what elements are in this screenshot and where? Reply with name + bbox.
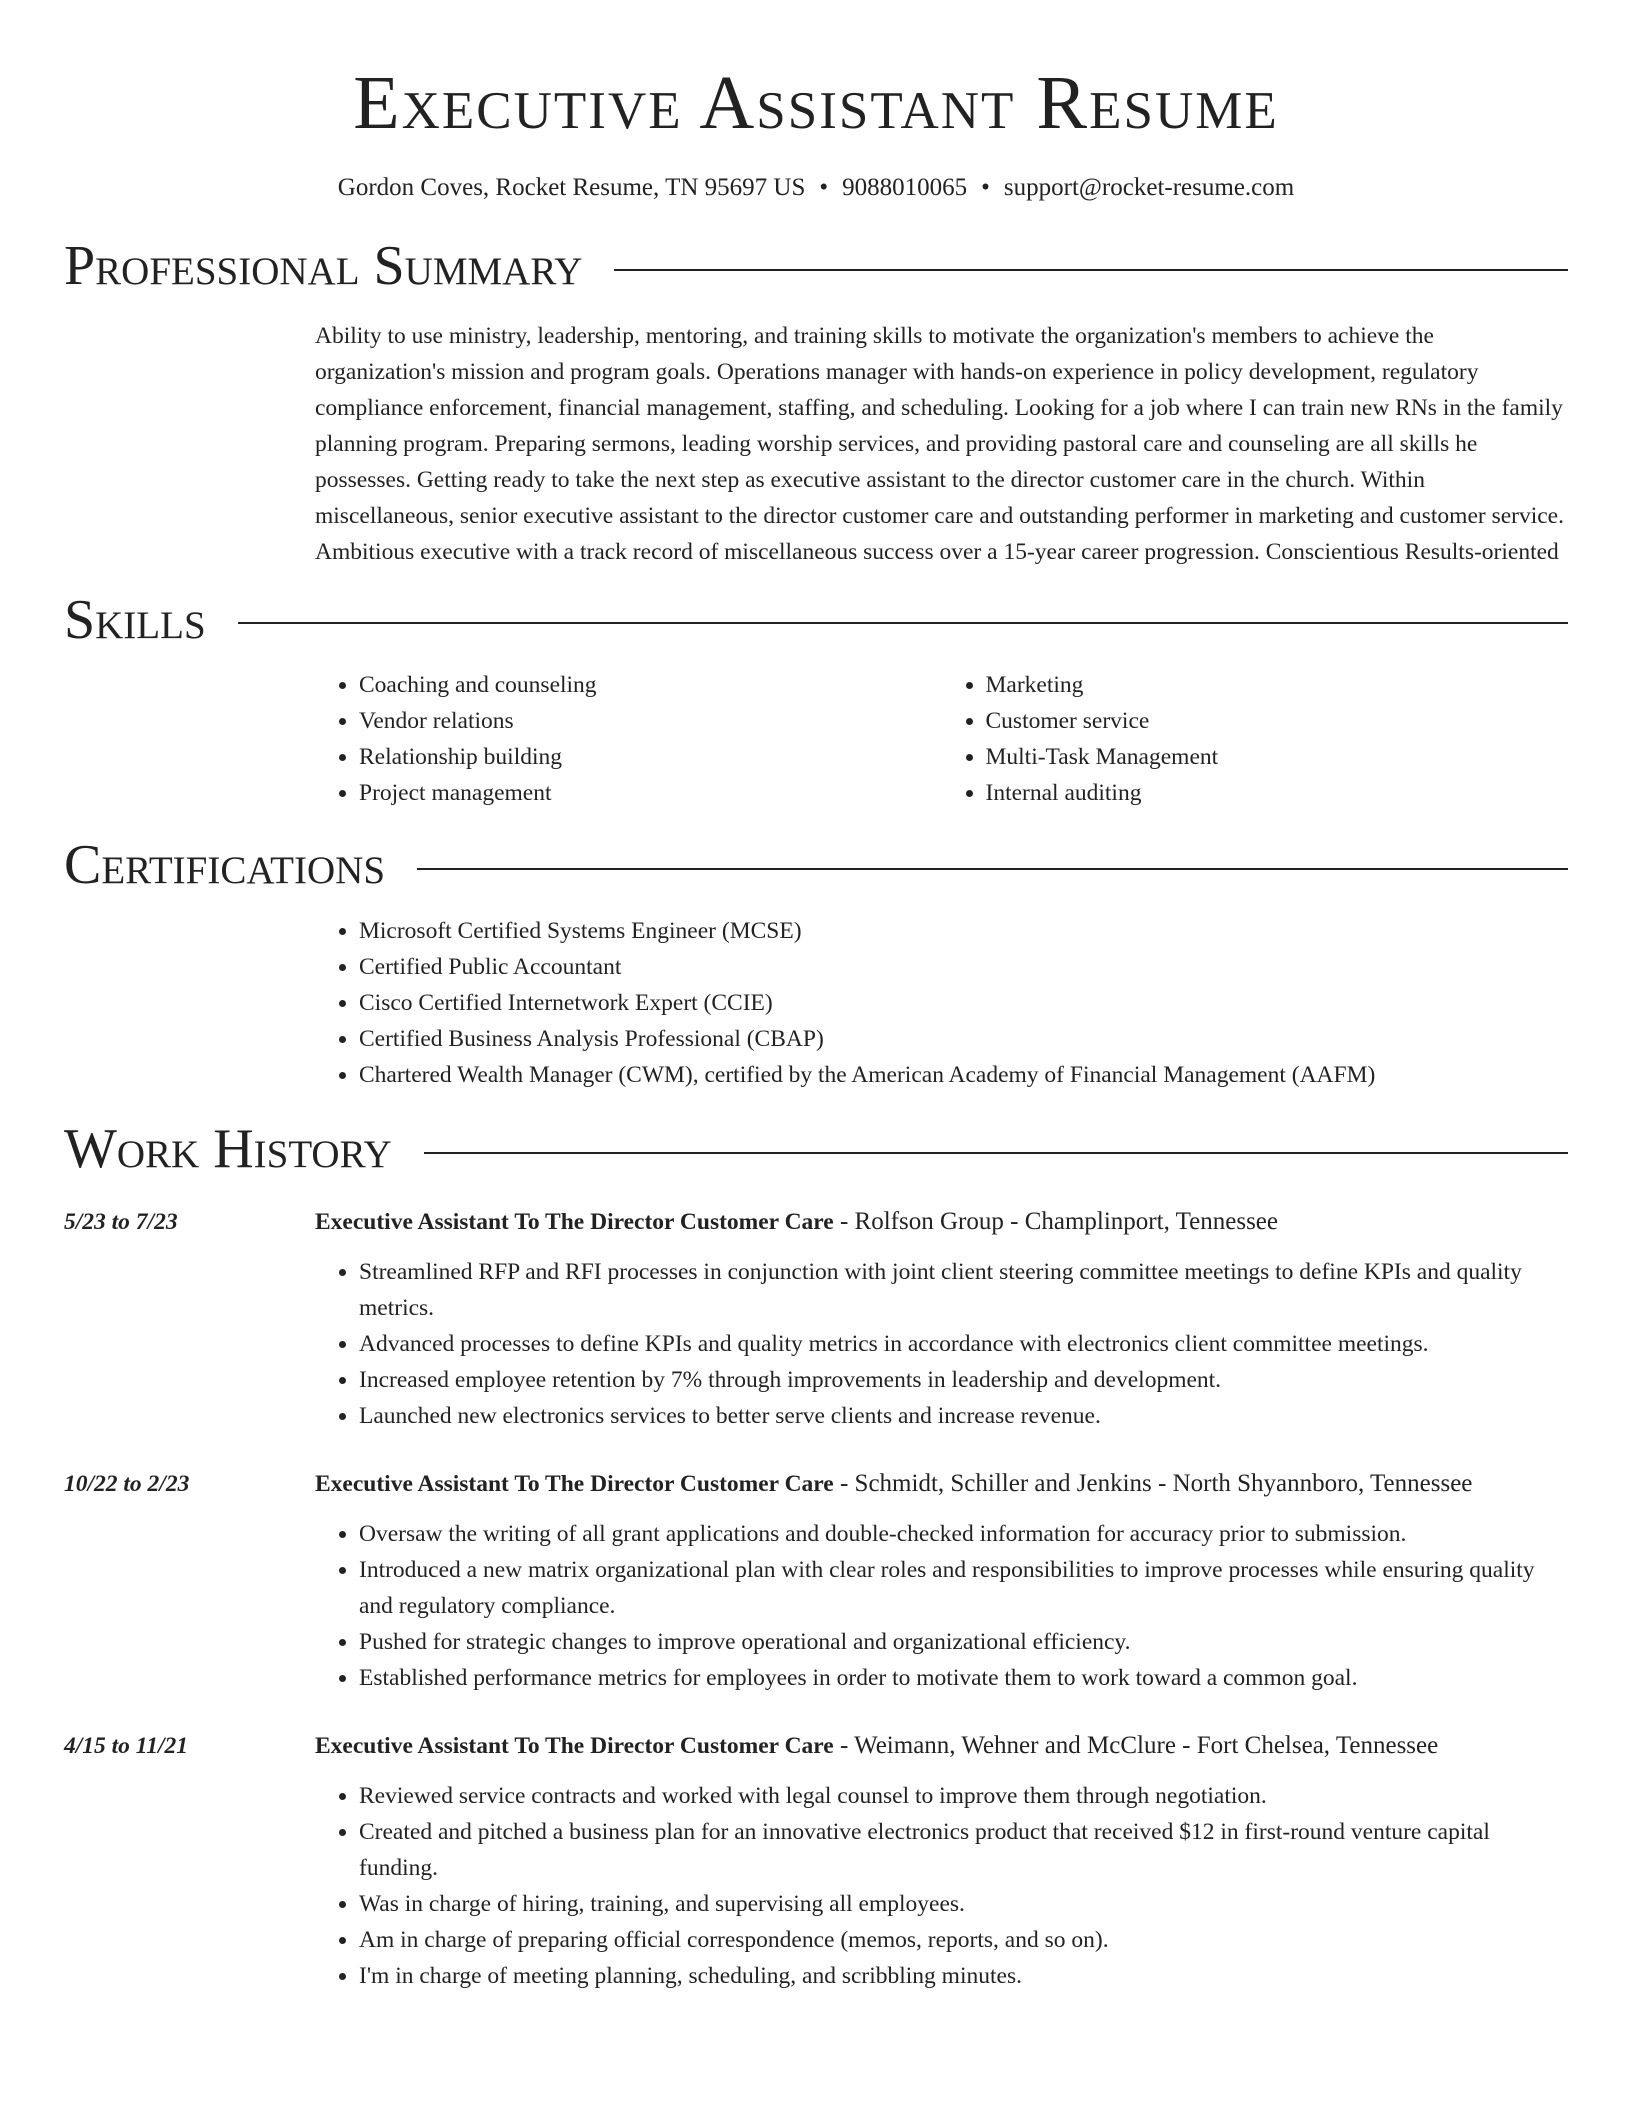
job-bullet: • Introduced a new matrix organizational plan with clear roles and responsibilities to improve processes while ensuring quality and regulatory compliance. xyxy=(359,1552,1568,1624)
job-bullet: • Advanced processes to define KPIs and quality metrics in accordance with electronics client committee meetings. xyxy=(359,1326,1568,1362)
contact-separator: • xyxy=(819,173,829,201)
job-entry xyxy=(64,1202,1568,1434)
job-heading xyxy=(315,1464,1568,1504)
summary-text: Ability to use ministry, leadership, mentoring, and training skills to motivate the organization's members to achieve the organization's mission and program goals. Operations manager with hands-on experience in policy development, regulatory compliance enforcement, financial management, staffing, and scheduling. Looking for a job where I can train new RNs in the family planning program. Preparing sermons, leading worship services, and providing pastoral care and counseling are all skills he possesses. Getting ready to take the next step as executive assistant to the director customer care in the church. Within miscellaneous, senior executive assistant to the director customer care and outstanding performer in marketing and customer service. Ambitious executive with a track record of miscellaneous success over a 15-year career progression. Conscientious Results-oriented xyxy=(315,322,1564,565)
summary-body xyxy=(315,318,1568,570)
skills-list-left xyxy=(315,667,942,811)
certification-item: • Certified Public Accountant xyxy=(359,949,1568,985)
job-bullet: • Pushed for strategic changes to improve operational and organizational efficiency. xyxy=(359,1624,1568,1660)
contact-phone: 9088010065 xyxy=(842,173,968,201)
certification-item: • Chartered Wealth Manager (CWM), certified by the American Academy of Financial Management (AAFM) xyxy=(359,1057,1568,1093)
section-title: Certifications xyxy=(64,834,386,897)
job-dates: 4/15 to 11/21 xyxy=(64,1733,189,1760)
job-bullet: • Launched new electronics services to better serve clients and increase revenue. xyxy=(359,1398,1568,1434)
section-rule xyxy=(238,622,1568,624)
skill-item: • Multi-Task Management xyxy=(986,739,1569,775)
job-employer: - Rolfson Group - Champlinport, Tennessee xyxy=(833,1208,1278,1236)
skills-list-right xyxy=(942,667,1569,811)
certification-item: • Microsoft Certified Systems Engineer (MCSE) xyxy=(359,913,1568,949)
skill-item: • Internal auditing xyxy=(986,775,1569,811)
skills-grid xyxy=(315,667,1568,811)
section-title: Professional Summary xyxy=(64,235,583,298)
job-bullets xyxy=(315,1778,1568,1994)
skill-item: • Marketing xyxy=(986,667,1569,703)
contact-address: Gordon Coves, Rocket Resume, TN 95697 US xyxy=(337,173,806,201)
section-rule xyxy=(614,269,1568,271)
contact-line xyxy=(0,172,1632,205)
job-bullets xyxy=(315,1516,1568,1696)
job-bullet: • Increased employee retention by 7% through improvements in leadership and development. xyxy=(359,1362,1568,1398)
job-dates: 10/22 to 2/23 xyxy=(64,1471,190,1498)
skill-item: • Coaching and counseling xyxy=(359,667,942,703)
job-bullet: • Oversaw the writing of all grant applications and double-checked information for accuracy prior to submission. xyxy=(359,1516,1568,1552)
work-history-section xyxy=(64,1119,1568,1995)
section-rule xyxy=(417,868,1568,870)
certification-item: • Certified Business Analysis Professional (CBAP) xyxy=(359,1021,1568,1057)
document-title: Executive Assistant Resume xyxy=(353,61,1279,145)
contact-separator: • xyxy=(981,173,990,201)
job-entry xyxy=(64,1726,1568,1994)
section-header xyxy=(64,236,1568,298)
job-bullet: • Reviewed service contracts and worked with legal counsel to improve them through negotiation. xyxy=(359,1778,1568,1814)
job-bullet: • Streamlined RFP and RFI processes in conjunction with joint client steering committee meetings to define KPIs and quality metrics. xyxy=(359,1254,1568,1326)
job-employer: - Schmidt, Schiller and Jenkins - North Shyannboro, Tennessee xyxy=(833,1470,1473,1498)
job-heading xyxy=(315,1726,1568,1766)
job-body xyxy=(315,1202,1568,1434)
job-body xyxy=(315,1464,1568,1696)
job-body xyxy=(315,1726,1568,1994)
section-header xyxy=(64,1119,1568,1181)
skills-section xyxy=(64,590,1568,812)
job-title: Executive Assistant To The Director Customer Care xyxy=(315,1733,834,1760)
certifications-list xyxy=(315,913,1568,1093)
job-bullet: • Am in charge of preparing official correspondence (memos, reports, and so on). xyxy=(359,1922,1568,1958)
job-bullet: • Created and pitched a business plan for an innovative electronics product that received $12 in first-round venture capital funding. xyxy=(359,1814,1568,1886)
skill-item: • Project management xyxy=(359,775,942,811)
job-bullets xyxy=(315,1254,1568,1434)
certifications-section xyxy=(64,835,1568,1093)
section-rule xyxy=(424,1152,1568,1154)
skill-item: • Vendor relations xyxy=(359,703,942,739)
section-title: Skills xyxy=(64,588,206,651)
job-bullet: • Was in charge of hiring, training, and supervising all employees. xyxy=(359,1886,1568,1922)
certifications-body xyxy=(315,913,1568,1093)
section-header xyxy=(64,835,1568,897)
contact-email: support@rocket-resume.com xyxy=(1003,173,1295,201)
job-title: Executive Assistant To The Director Customer Care xyxy=(315,1209,834,1236)
job-entry xyxy=(64,1464,1568,1696)
job-bullet: • Established performance metrics for employees in order to motivate them to work toward a common goal. xyxy=(359,1660,1568,1696)
section-title: Work History xyxy=(64,1117,392,1180)
skill-item: • Customer service xyxy=(986,703,1569,739)
job-bullet: • I'm in charge of meeting planning, scheduling, and scribbling minutes. xyxy=(359,1958,1568,1994)
job-title: Executive Assistant To The Director Customer Care xyxy=(315,1471,834,1498)
section-header xyxy=(64,590,1568,652)
job-heading xyxy=(315,1202,1568,1242)
summary-section xyxy=(64,236,1568,570)
certification-item: • Cisco Certified Internetwork Expert (CCIE) xyxy=(359,985,1568,1021)
job-dates: 5/23 to 7/23 xyxy=(64,1209,178,1236)
job-employer: - Weimann, Wehner and McClure - Fort Chelsea, Tennessee xyxy=(833,1732,1439,1760)
skill-item: • Relationship building xyxy=(359,739,942,775)
